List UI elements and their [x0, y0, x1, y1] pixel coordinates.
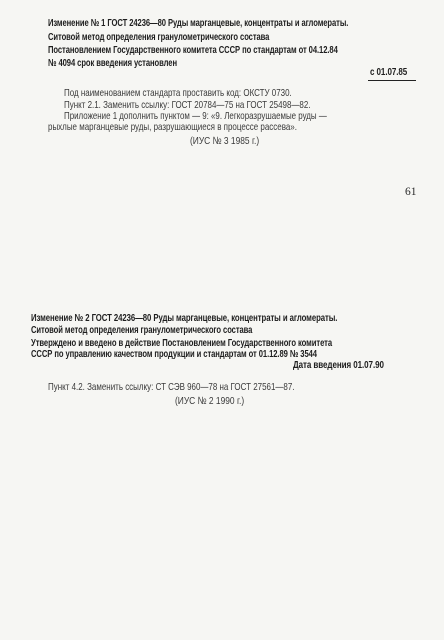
amendment2-title-line1: Изменение № 2 ГОСТ 24236—80 Руды марганцевые, концентраты и агломераты. — [31, 313, 338, 324]
amendment2-decree-line1: Утверждено и введено в действие Постановлением Государственного комитета — [31, 338, 333, 349]
amendment1-decree-line1: Постановлением Государственного комитета СССР по стандартам от 04.12.84 — [48, 45, 338, 56]
amendment2-body-line1: Пункт 4.2. Заменить ссылку: СТ СЭВ 960—78 на ГОСТ 27561—87. — [48, 381, 295, 393]
effective-date-rule — [368, 80, 416, 81]
page-number: 61 — [405, 186, 417, 198]
amendment1-ius: (ИУС № 3 1985 г.) — [190, 135, 260, 147]
amendment1-body-line3: Приложение 1 дополнить пунктом — 9: «9. Легкоразрушаемые руды — — [64, 110, 327, 122]
amendment2-ius: (ИУС № 2 1990 г.) — [175, 395, 245, 407]
amendment1-title-line2: Ситовой метод определения гранулометрического состава — [48, 32, 270, 43]
amendment1-decree-line2: № 4094 срок введения установлен — [48, 58, 177, 69]
amendment2-effective-date: Дата введения 01.07.90 — [293, 360, 384, 371]
amendment1-effective-date: с 01.07.85 — [370, 67, 408, 78]
amendment2-title-line2: Ситовой метод определения гранулометрического состава — [31, 325, 253, 336]
amendment2-decree-line2: СССР по управлению качеством продукции и стандартам от 01.12.89 № 3544 — [31, 349, 317, 360]
amendment1-body-line1: Под наименованием стандарта проставить код: ОКСТУ 0730. — [64, 87, 292, 99]
amendment1-title-line1: Изменение № 1 ГОСТ 24236—80 Руды марганцевые, концентраты и агломераты. — [48, 18, 349, 29]
amendment1-body-line4: рыхлые марганцевые руды, разрушающиеся в процессе рассева». — [48, 121, 297, 133]
amendment1-body-line2: Пункт 2.1. Заменить ссылку: ГОСТ 20784—75 на ГОСТ 25498—82. — [64, 99, 311, 111]
